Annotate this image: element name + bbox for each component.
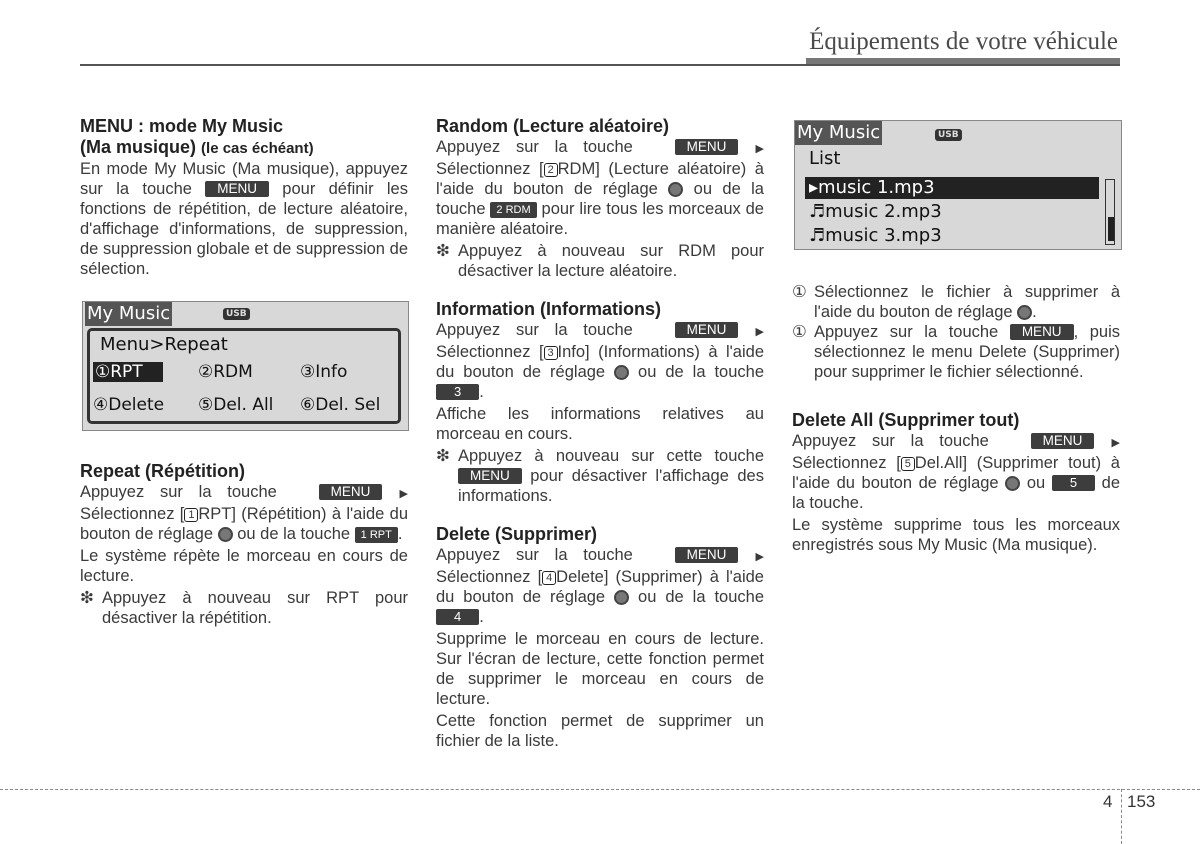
lcd-option-del-all: ⑤Del. All (198, 395, 274, 415)
paragraph: Le système répète le morceau en cours de lecture. (80, 547, 408, 585)
usb-badge: USB (223, 308, 250, 320)
menu-key-icon: MENU (675, 547, 739, 563)
note-icon: ❇ (436, 447, 450, 465)
text: Sélectionnez [ (792, 454, 901, 472)
number-5-icon: 5 (901, 457, 915, 471)
tune-knob-icon (218, 527, 233, 542)
menu-key-icon: MENU (675, 139, 739, 155)
note-text (458, 446, 764, 506)
paragraph: Affiche les informations relatives au morceau en cours. (436, 405, 764, 443)
number-4-icon: 4 (542, 571, 556, 585)
note-text: Appuyez à nouveau sur RDM pour désactiver la lecture aléatoire. (458, 242, 764, 280)
lcd-option-info: ③Info (300, 362, 348, 382)
text: , puis sélectionnez le menu Delete (Supprimer) pour supprimer le fichier sélectionné. (814, 323, 1120, 381)
footer-divider (1121, 789, 1122, 844)
menu-key-icon: MENU (458, 468, 522, 484)
arrow-icon: ▶ (744, 551, 764, 563)
text: ou de la touche (237, 525, 351, 543)
step (792, 322, 1120, 382)
text: Sélectionnez [ (436, 343, 544, 361)
step-marker: ① (792, 283, 807, 301)
menu-key-icon: MENU (319, 484, 383, 500)
note (436, 446, 764, 506)
note (80, 588, 408, 628)
text: . (479, 608, 484, 626)
text: pour désactiver l'affichage des informations. (458, 467, 764, 505)
lcd-title: My Music (87, 303, 171, 324)
text: Appuyez sur la touche (436, 138, 633, 156)
note-icon: ❇ (436, 242, 450, 260)
rpt-key-icon: 1 RPT (355, 527, 398, 543)
number-2-icon: 2 (544, 163, 558, 177)
lcd-option-rpt: ①RPT (93, 362, 163, 382)
heading-text: MENU : mode My Music (80, 116, 284, 136)
step (792, 282, 1120, 322)
text: de la touche. (792, 474, 1121, 512)
text: Sélectionnez [ (436, 568, 543, 586)
text: Appuyez à nouveau sur cette touche (458, 447, 764, 465)
lcd-list-label: List (809, 148, 841, 169)
section-heading-information: Information (Informations) (436, 299, 661, 319)
note-text: Appuyez à nouveau sur RPT pour désactiver la répétition. (102, 589, 408, 627)
text: RDM] (Lecture aléatoire) à l'aide du bouton de réglage (436, 160, 764, 198)
usb-badge: USB (935, 129, 962, 141)
lcd-list-screen (794, 120, 1122, 250)
footer-rule (0, 789, 1200, 790)
column-1 (80, 116, 408, 628)
paragraph (80, 159, 408, 279)
step-marker: ① (792, 323, 807, 341)
rdm-key-icon: 2 RDM (490, 202, 536, 218)
menu-key-icon: MENU (675, 322, 739, 338)
menu-key-icon: MENU (1031, 433, 1095, 449)
paragraph: Supprime le morceau en cours de lecture. Sur l'écran de lecture, cette fonction permet de supprimer le morceau en cours de lecture. (436, 630, 764, 708)
lcd-option-rdm: ②RDM (198, 362, 253, 382)
section-heading-delete-all: Delete All (Supprimer tout) (792, 410, 1020, 430)
tune-knob-icon (668, 182, 683, 197)
header-rule (80, 64, 1120, 66)
text: Appuyez sur la touche (436, 546, 633, 564)
lcd-path: Menu>Repeat (100, 334, 228, 355)
text: ou de la touche (436, 180, 764, 218)
key-4-icon: 4 (436, 609, 479, 625)
page-number: 153 (1127, 792, 1156, 811)
lcd-list-item: ♬music 2.mp3 (809, 201, 942, 222)
lcd-scroll-thumb (1108, 217, 1114, 241)
paragraph: Cette fonction permet de supprimer un fichier de la liste. (436, 712, 764, 750)
column-3 (792, 120, 1120, 557)
paragraph: Le système supprime tous les morceaux enregistrés sous My Music (Ma musique). (792, 516, 1120, 554)
lcd-option-del-sel: ⑥Del. Sel (300, 395, 381, 415)
heading-note: (le cas échéant) (201, 140, 314, 157)
paragraph (436, 320, 764, 402)
menu-key-icon: MENU (1010, 324, 1074, 340)
lcd-list-item: ▸music 1.mp3 (805, 177, 1099, 199)
text: Sélectionnez le fichier à supprimer à l'aide du bouton de réglage (814, 283, 1120, 321)
text: ou de la touche (638, 363, 764, 381)
paragraph (792, 431, 1120, 513)
paragraph (436, 137, 764, 239)
tune-knob-icon (614, 590, 629, 605)
paragraph (80, 482, 408, 544)
lcd-menu-screen (82, 301, 409, 431)
text: RPT] (Répétition) à l'aide du bouton de réglage (80, 505, 408, 543)
note (436, 241, 764, 281)
section-heading-random: Random (Lecture aléatoire) (436, 116, 670, 136)
section-heading-delete: Delete (Supprimer) (436, 524, 598, 544)
section-heading-menu (80, 116, 408, 159)
text: ou (1026, 474, 1046, 492)
note-icon: ❇ (80, 589, 94, 607)
text: . (397, 525, 403, 543)
text: Appuyez sur la touche (814, 323, 999, 341)
text: . (479, 383, 484, 401)
key-5-icon: 5 (1052, 475, 1095, 491)
lcd-option-delete: ④Delete (93, 395, 165, 415)
arrow-icon: ▶ (1100, 437, 1120, 449)
text: . (1032, 303, 1037, 321)
tune-knob-icon (1017, 305, 1032, 320)
column-2 (436, 116, 764, 753)
text: pour définir les fonctions de répétition, de lecture aléatoire, d'affichage d'informations, de suppression, de suppression globale et de suppression de sélection. (80, 180, 408, 278)
lcd-title: My Music (797, 122, 881, 143)
number-1-icon: 1 (184, 508, 198, 522)
lcd-list-item: ♬music 3.mp3 (809, 225, 942, 246)
text: Del.All] (Supprimer tout) à l'aide du bouton de réglage (792, 454, 1120, 492)
text: Appuyez sur la touche (80, 483, 277, 501)
lcd-frame (87, 328, 401, 424)
text: Appuyez sur la touche (792, 432, 989, 450)
text: Sélectionnez [ (80, 505, 185, 523)
chapter-number: 4 (1103, 792, 1113, 811)
paragraph (436, 545, 764, 627)
text: pour lire tous les morceaux de manière aléatoire. (436, 200, 764, 238)
tune-knob-icon (1005, 476, 1020, 491)
text: Appuyez sur la touche (436, 321, 633, 339)
section-heading-repeat: Repeat (Répétition) (80, 461, 246, 481)
text: En mode My Music (Ma musique), appuyez sur la touche (80, 160, 408, 198)
key-3-icon: 3 (436, 384, 479, 400)
text: Sélectionnez [ (436, 160, 544, 178)
step-text (814, 322, 1120, 382)
text: Delete] (Supprimer) à l'aide du bouton de réglage (436, 568, 764, 606)
menu-key-icon: MENU (205, 181, 269, 197)
arrow-icon: ▶ (388, 488, 408, 500)
step-text (814, 282, 1120, 322)
heading-text: (Ma musique) (80, 137, 197, 157)
arrow-icon: ▶ (744, 143, 764, 155)
header-title: Équipements de votre véhicule (809, 28, 1118, 55)
text: Info] (Informations) à l'aide du bouton de réglage (436, 343, 764, 381)
text: ou de la touche (638, 588, 764, 606)
arrow-icon: ▶ (744, 326, 764, 338)
number-3-icon: 3 (544, 346, 558, 360)
tune-knob-icon (614, 365, 629, 380)
